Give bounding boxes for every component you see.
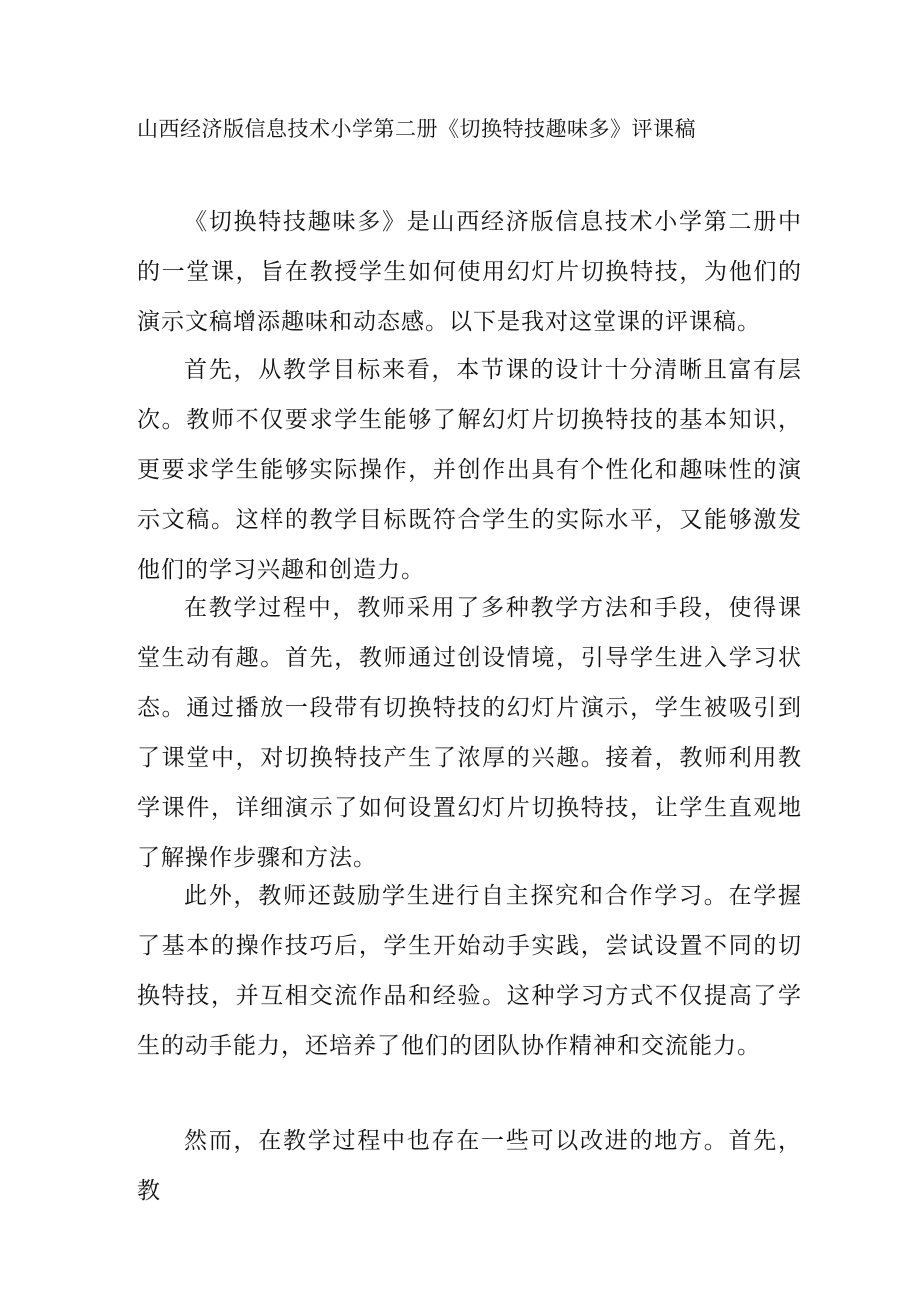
document-title: 山西经济版信息技术小学第二册《切换特技趣味多》评课稿 (137, 117, 696, 141)
paragraph-intro: 《切换特技趣味多》是山西经济版信息技术小学第二册中的一堂课，旨在教授学生如何使用幻灯片切换特技，为他们的演示文稿增添趣味和动态感。以下是我对这堂课的评课稿。 (137, 209, 802, 335)
paragraph-improvements: 然而，在教学过程中也存在一些可以改进的地方。首先，教 (137, 1128, 802, 1204)
paragraph-process: 在教学过程中，教师采用了多种教学方法和手段，使得课堂生动有趣。首先，教师通过创设情境，引导学生进入学习状态。通过播放一段带有切换特技的幻灯片演示，学生被吸引到了课堂中，对切换特技产生了浓厚的兴趣。接着，教师利用教学课件，详细演示了如何设置幻灯片切换特技，让学生直观地了解操作步骤和方法。 (137, 595, 802, 871)
paragraph-objectives: 首先，从教学目标来看，本节课的设计十分清晰且富有层次。教师不仅要求学生能够了解幻灯片切换特技的基本知识，更要求学生能够实际操作，并创作出具有个性化和趣味性的演示文稿。这样的教学目标既符合学生的实际水平，又能够激发他们的学习兴趣和创造力。 (137, 357, 802, 583)
paragraph-exploration: 此外，教师还鼓励学生进行自主探究和合作学习。在学握了基本的操作技巧后，学生开始动手实践，尝试设置不同的切换特技，并互相交流作品和经验。这种学习方式不仅提高了学生的动手能力，还培养了他们的团队协作精神和交流能力。 (137, 883, 802, 1059)
